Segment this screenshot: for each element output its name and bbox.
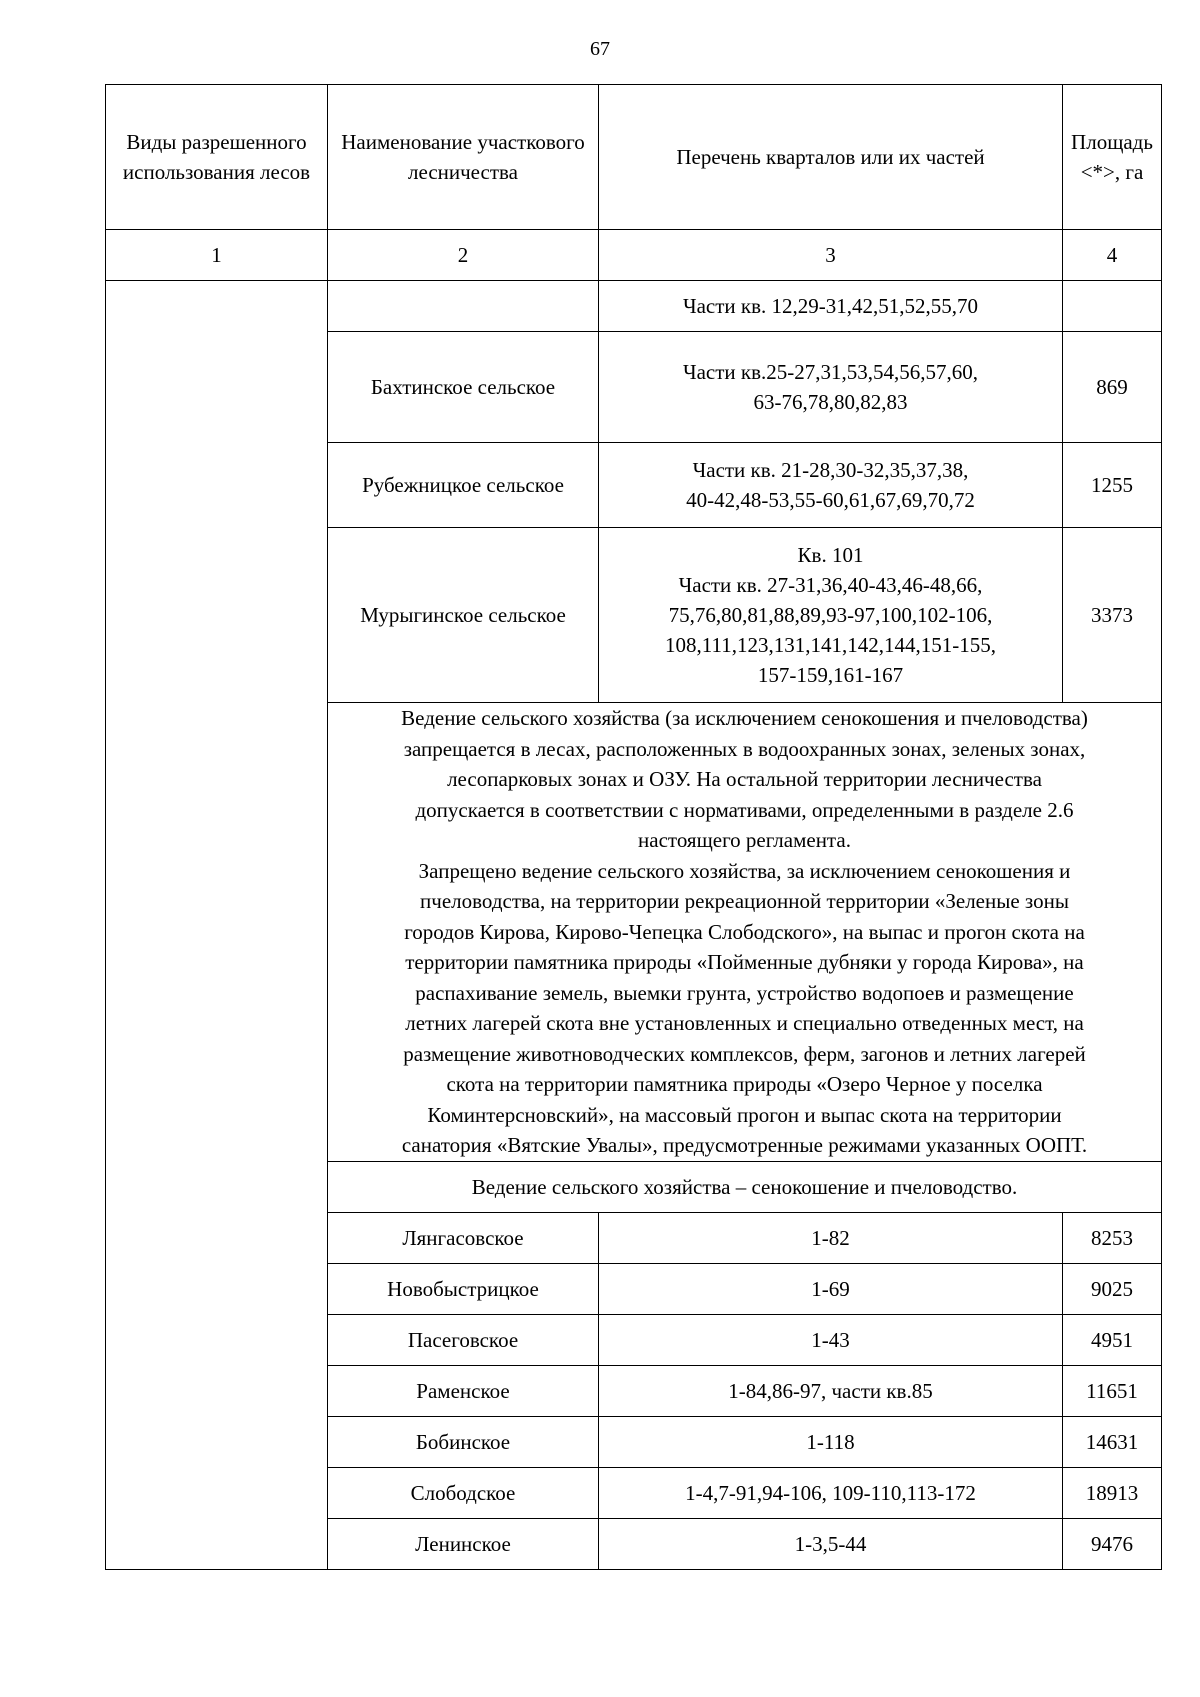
header-cell: Перечень кварталов или их частей bbox=[599, 85, 1063, 230]
quarters-line: Части кв. 12,29-31,42,51,52,55,70 bbox=[682, 294, 979, 318]
restriction-line: Запрещено ведение сельского хозяйства, за исключением сенокошения и bbox=[418, 858, 1071, 883]
restriction-line: санатория «Вятские Увалы», предусмотренные режимами указанных ООПТ. bbox=[401, 1133, 1088, 1157]
column-number: 3 bbox=[599, 230, 1063, 281]
quarters-line: 63-76,78,80,82,83 bbox=[753, 390, 908, 414]
area-cell: 3373 bbox=[1063, 528, 1162, 703]
column-number-row bbox=[106, 230, 1162, 281]
regulation-table bbox=[105, 84, 1162, 1570]
quarters-line: Части кв.25-27,31,53,54,56,57,60, bbox=[682, 360, 979, 384]
forestry-name-cell: Ленинское bbox=[328, 1518, 599, 1569]
area-cell: 9476 bbox=[1063, 1518, 1162, 1569]
forestry-name-cell: Слободское bbox=[328, 1467, 599, 1518]
quarters-line: 40-42,48-53,55-60,61,67,69,70,72 bbox=[686, 488, 975, 512]
restriction-text bbox=[328, 703, 1162, 1162]
quarters-line: 75,76,80,81,88,89,93-97,100,102-106, bbox=[668, 603, 993, 627]
area-cell bbox=[1063, 281, 1162, 332]
forestry-name-cell: Рубежницкое сельское bbox=[328, 443, 599, 528]
restriction-line: Ведение сельского хозяйства (за исключением сенокошения и пчеловодства) bbox=[401, 706, 1088, 730]
quarters-line: Кв. 101 bbox=[797, 543, 864, 567]
quarters-line: 157-159,161-167 bbox=[757, 663, 904, 687]
quarters-cell bbox=[599, 528, 1063, 703]
quarters-cell: 1-69 bbox=[599, 1263, 1063, 1314]
quarters-line: Части кв. 27-31,36,40-43,46-48,66, bbox=[678, 573, 983, 597]
forestry-name-cell: Бобинское bbox=[328, 1416, 599, 1467]
table-row bbox=[106, 281, 1162, 332]
area-cell: 11651 bbox=[1063, 1365, 1162, 1416]
restriction-line: летних лагерей скота вне установленных и специально отведенных мест, на bbox=[405, 1011, 1084, 1035]
area-cell: 9025 bbox=[1063, 1263, 1162, 1314]
quarters-cell: 1-118 bbox=[599, 1416, 1063, 1467]
forestry-name-cell: Лянгасовское bbox=[328, 1212, 599, 1263]
restriction-line: территории памятника природы «Пойменные дубняки у города Кирова», на bbox=[405, 950, 1084, 974]
forestry-name-cell: Мурыгинское сельское bbox=[328, 528, 599, 703]
quarters-cell bbox=[599, 332, 1063, 443]
restriction-line: пчеловодства, на территории рекреационной территории «Зеленые зоны bbox=[420, 889, 1069, 913]
header-cell: Виды разрешенного использования лесов bbox=[106, 85, 328, 230]
column-number: 2 bbox=[328, 230, 599, 281]
column-number: 4 bbox=[1063, 230, 1162, 281]
area-cell: 869 bbox=[1063, 332, 1162, 443]
restriction-line: скота на территории памятника природы «Озеро Черное у поселка bbox=[446, 1072, 1043, 1096]
restriction-line: распахивание земель, выемки грунта, устройство водопоев и размещение bbox=[415, 980, 1074, 1005]
column-number: 1 bbox=[106, 230, 328, 281]
restriction-line: допускается в соответствии с нормативами, определенными в разделе 2.6 bbox=[415, 797, 1074, 822]
restriction-line: Коминтерсновский», на массовый прогон и выпас скота на территории bbox=[427, 1102, 1062, 1127]
forestry-name-cell: Бахтинское сельское bbox=[328, 332, 599, 443]
quarters-cell: 1-84,86-97, части кв.85 bbox=[599, 1365, 1063, 1416]
quarters-cell: 1-43 bbox=[599, 1314, 1063, 1365]
area-cell: 8253 bbox=[1063, 1212, 1162, 1263]
area-cell: 1255 bbox=[1063, 443, 1162, 528]
quarters-cell: 1-82 bbox=[599, 1212, 1063, 1263]
header-cell: Площадь <*>, га bbox=[1063, 85, 1162, 230]
restriction-line: городов Кирова, Кирово-Чепецка Слободского», на выпас и прогон скота на bbox=[404, 919, 1085, 944]
area-cell: 4951 bbox=[1063, 1314, 1162, 1365]
header-cell: Наименование участкового лесничества bbox=[328, 85, 599, 230]
quarters-line: 108,111,123,131,141,142,144,151-155, bbox=[665, 633, 996, 657]
area-cell: 14631 bbox=[1063, 1416, 1162, 1467]
quarters-cell bbox=[599, 281, 1063, 332]
forestry-name-cell bbox=[328, 281, 599, 332]
quarters-cell bbox=[599, 443, 1063, 528]
restriction-line: лесопарковых зонах и ОЗУ. На остальной территории лесничества bbox=[447, 767, 1042, 791]
restriction-line: запрещается в лесах, расположенных в водоохранных зонах, зеленых зонах, bbox=[403, 736, 1086, 761]
quarters-cell: 1-4,7-91,94-106, 109-110,113-172 bbox=[599, 1467, 1063, 1518]
usage-type-cell bbox=[106, 281, 328, 1570]
restriction-line: размещение животноводческих комплексов, ферм, загонов и летних лагерей bbox=[403, 1041, 1086, 1066]
area-cell: 18913 bbox=[1063, 1467, 1162, 1518]
page-number: 67 bbox=[590, 38, 610, 60]
quarters-line: Части кв. 21-28,30-32,35,37,38, bbox=[692, 458, 969, 482]
forestry-name-cell: Раменское bbox=[328, 1365, 599, 1416]
header-row bbox=[106, 85, 1162, 230]
forestry-name-cell: Пасеговское bbox=[328, 1314, 599, 1365]
restriction-line: настоящего регламента. bbox=[638, 828, 851, 852]
section-title: Ведение сельского хозяйства – сенокошение и пчеловодство. bbox=[328, 1161, 1162, 1212]
forestry-name-cell: Новобыстрицкое bbox=[328, 1263, 599, 1314]
quarters-cell: 1-3,5-44 bbox=[599, 1518, 1063, 1569]
